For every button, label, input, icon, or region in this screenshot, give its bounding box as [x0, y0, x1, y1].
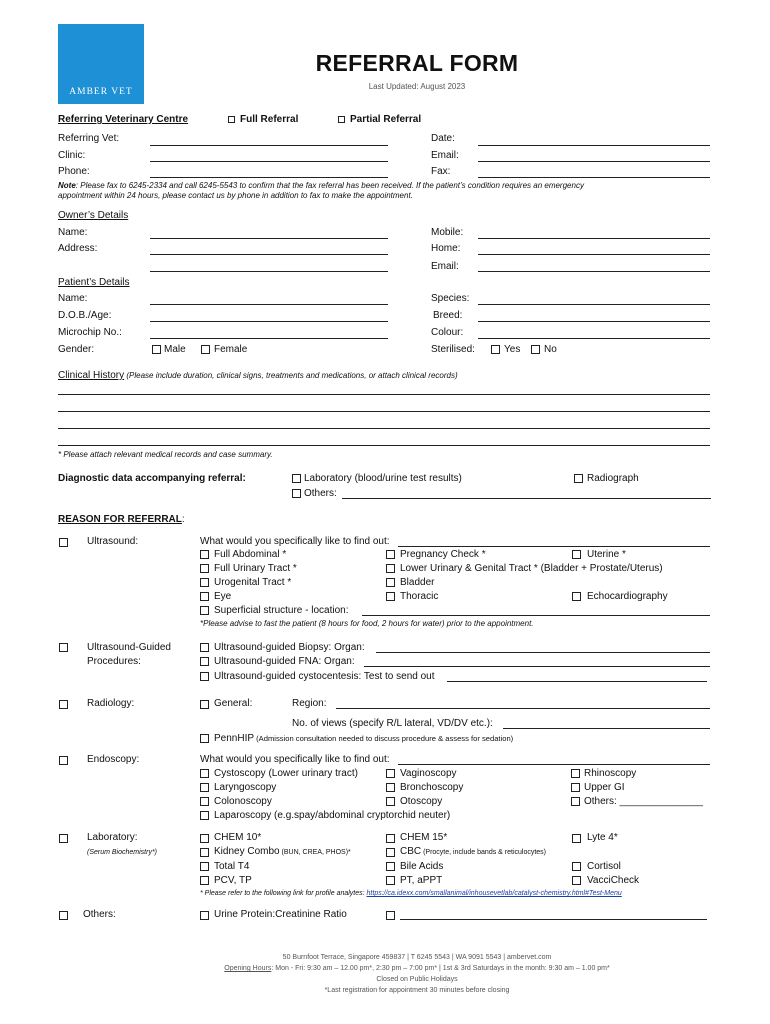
form-title: REFERRAL FORM [315, 50, 519, 76]
superficial-checkbox[interactable] [200, 606, 209, 615]
guided-label-2: Procedures: [87, 656, 141, 667]
guided-cysto-checkbox[interactable] [200, 672, 209, 681]
uterine-label: Uterine * [587, 549, 626, 560]
colour-label: Colour: [431, 327, 464, 338]
laparoscopy-label: Laparoscopy (e.g.spay/abdominal cryptorchid neuter) [214, 810, 451, 821]
sterilised-label: Sterilised: [431, 344, 475, 355]
diagnostic-others-checkbox[interactable] [292, 489, 301, 498]
cystoscopy-checkbox[interactable] [200, 769, 209, 778]
ultrasound-label: Ultrasound: [87, 536, 139, 547]
kidney-combo-checkbox[interactable] [200, 848, 209, 857]
phone-label: Phone: [58, 166, 90, 177]
endoscopy-question: What would you specifically like to find out: [200, 754, 390, 765]
clinical-history-line-3[interactable] [58, 428, 710, 429]
pennhip-checkbox[interactable] [200, 734, 209, 743]
upper-gi-label: Upper GI [584, 782, 625, 793]
chem15-checkbox[interactable] [386, 834, 395, 843]
radiology-label: Radiology: [87, 698, 135, 709]
diagnostic-others-field[interactable] [342, 498, 711, 499]
sterilised-yes-label: Yes [504, 344, 521, 355]
footer-last-registration: *Last registration for appointment 30 minutes before closing [324, 987, 510, 994]
clinical-history-line-4[interactable] [58, 445, 710, 446]
ultrasound-checkbox[interactable] [59, 538, 68, 547]
laboratory-label: Laboratory: [87, 832, 138, 843]
male-label: Male [164, 344, 186, 355]
laboratory-sublabel: (Serum Biochemistry*) [87, 849, 158, 856]
bronchoscopy-checkbox[interactable] [386, 783, 395, 792]
kidney-combo-label: Kidney Combo (BUN, CREA, PHOS)* [214, 846, 351, 857]
patient-name-field[interactable] [150, 304, 388, 305]
logo-text: AMBER VET [69, 87, 133, 97]
radiology-region-field[interactable] [336, 708, 710, 709]
endoscopy-others-checkbox[interactable] [571, 797, 580, 806]
partial-referral-checkbox[interactable] [338, 116, 345, 123]
pregnancy-check-label: Pregnancy Check * [400, 549, 486, 560]
breed-field[interactable] [478, 321, 710, 322]
uterine-checkbox[interactable] [572, 550, 581, 559]
email-label: Email: [431, 150, 459, 161]
fax-label: Fax: [431, 166, 451, 177]
total-t4-checkbox[interactable] [200, 862, 209, 871]
ultrasound-question: What would you specifically like to find out: [200, 536, 390, 547]
referring-vet-field[interactable] [150, 145, 388, 146]
vaginoscopy-label: Vaginoscopy [400, 768, 457, 779]
patient-heading: Patient’s Details [58, 277, 130, 288]
laryngoscopy-label: Laryngoscopy [214, 782, 277, 793]
guided-fna-label: Ultrasound-guided FNA: Organ: [214, 656, 355, 667]
female-label: Female [214, 344, 248, 355]
superficial-label: Superficial structure - location: [214, 605, 349, 616]
otoscopy-label: Otoscopy [400, 796, 443, 807]
species-field[interactable] [478, 304, 710, 305]
bile-acids-checkbox[interactable] [386, 862, 395, 871]
footer-address: 50 Burnfoot Terrace, Singapore 459837 | T 6245 5543 | WA 9091 5543 | ambervet.com [282, 954, 552, 961]
cortisol-checkbox[interactable] [572, 862, 581, 871]
diagnostic-label: Diagnostic data accompanying referral: [58, 473, 246, 484]
lower-urinary-label: Lower Urinary & Genital Tract * (Bladder + Prostate/Uterus) [400, 563, 663, 574]
rhinoscopy-label: Rhinoscopy [584, 768, 637, 779]
patient-name-label: Name: [58, 293, 88, 304]
sterilised-yes-checkbox[interactable] [491, 345, 500, 354]
full-referral-checkbox[interactable] [228, 116, 235, 123]
thoracic-label: Thoracic [400, 591, 439, 602]
owner-email-field[interactable] [478, 271, 710, 272]
cystoscopy-label: Cystoscopy (Lower urinary tract) [214, 768, 358, 779]
last-updated: Last Updated: August 2023 [368, 82, 466, 91]
guided-checkbox[interactable] [59, 643, 68, 652]
full-urinary-checkbox[interactable] [200, 564, 209, 573]
owner-mobile-field[interactable] [478, 238, 710, 239]
diagnostic-radiograph-checkbox[interactable] [574, 474, 583, 483]
lyte4-checkbox[interactable] [572, 834, 581, 843]
centre-heading: Referring Veterinary Centre [58, 114, 189, 125]
full-abdominal-label: Full Abdominal * [214, 549, 287, 560]
upper-gi-checkbox[interactable] [571, 783, 580, 792]
guided-fna-checkbox[interactable] [200, 657, 209, 666]
full-abdominal-checkbox[interactable] [200, 550, 209, 559]
patient-dob-field[interactable] [150, 321, 388, 322]
radiology-region-label: Region: [292, 698, 327, 709]
footer-closed: Closed on Public Holidays [376, 976, 458, 983]
bile-acids-label: Bile Acids [400, 861, 444, 872]
female-checkbox[interactable] [201, 345, 210, 354]
radiology-general-checkbox[interactable] [200, 700, 209, 709]
bladder-checkbox[interactable] [386, 578, 395, 587]
laboratory-checkbox[interactable] [59, 834, 68, 843]
partial-referral-label: Partial Referral [350, 114, 422, 125]
cbc-checkbox[interactable] [386, 848, 395, 857]
full-urinary-label: Full Urinary Tract * [214, 563, 297, 574]
chem10-checkbox[interactable] [200, 834, 209, 843]
guided-biopsy-checkbox[interactable] [200, 643, 209, 652]
colonoscopy-label: Colonoscopy [214, 796, 272, 807]
diagnostic-laboratory-checkbox[interactable] [292, 474, 301, 483]
urogenital-label: Urogenital Tract * [214, 577, 292, 588]
clinical-history-line-2[interactable] [58, 411, 710, 412]
profile-analytes-note: * Please refer to the following link for profile analytes: https://ca.idexx.com/smallanimal/inhousevetlab/catalyst-chemistry.html#Test-Menu [200, 890, 622, 897]
phone-field[interactable] [150, 177, 388, 178]
cortisol-label: Cortisol [587, 861, 621, 872]
ultrasound-question-field[interactable] [398, 546, 710, 547]
patient-dob-label: D.O.B./Age: [58, 310, 112, 321]
others-extra-checkbox[interactable] [386, 911, 395, 920]
clinical-history-line-1[interactable] [58, 394, 710, 395]
referring-vet-label: Referring Vet: [58, 133, 120, 144]
owner-address-label: Address: [58, 243, 98, 254]
male-checkbox[interactable] [152, 345, 161, 354]
vaccicheck-label: VacciCheck [587, 875, 640, 886]
others-label: Others: [83, 909, 116, 920]
eye-label: Eye [214, 591, 232, 602]
vaginoscopy-checkbox[interactable] [386, 769, 395, 778]
breed-label: Breed: [433, 310, 463, 321]
laparoscopy-checkbox[interactable] [200, 811, 209, 820]
urine-protein-checkbox[interactable] [200, 911, 209, 920]
guided-cysto-field[interactable] [447, 681, 707, 682]
lyte4-label: Lyte 4* [587, 832, 618, 843]
pcv-tp-checkbox[interactable] [200, 876, 209, 885]
guided-cysto-label: Ultrasound-guided cystocentesis: Test to send out [214, 671, 435, 682]
endoscopy-others-label: Others: _______________ [584, 796, 703, 807]
owner-heading: Owner’s Details [58, 210, 129, 221]
endoscopy-checkbox[interactable] [59, 756, 68, 765]
pregnancy-check-checkbox[interactable] [386, 550, 395, 559]
echocardiography-label: Echocardiography [587, 591, 668, 602]
others-extra-field[interactable] [400, 919, 707, 920]
clinical-history-heading: Clinical History (Please include duration, clinical signs, treatments and medications, or attach clinical records) [58, 370, 458, 381]
rhinoscopy-checkbox[interactable] [571, 769, 580, 778]
echocardiography-checkbox[interactable] [572, 592, 581, 601]
guided-biopsy-label: Ultrasound-guided Biopsy: Organ: [214, 642, 365, 653]
date-label: Date: [431, 133, 455, 144]
urine-protein-label: Urine Protein:Creatinine Ratio [214, 909, 347, 920]
thoracic-checkbox[interactable] [386, 592, 395, 601]
guided-label-1: Ultrasound-Guided [87, 642, 171, 653]
chem10-label: CHEM 10* [214, 832, 262, 843]
superficial-location-field[interactable] [362, 615, 710, 616]
radiology-views-field[interactable] [503, 728, 710, 729]
pt-appt-checkbox[interactable] [386, 876, 395, 885]
total-t4-label: Total T4 [214, 861, 250, 872]
sterilised-no-label: No [544, 344, 557, 355]
guided-fna-field[interactable] [364, 666, 710, 667]
endoscopy-question-field[interactable] [398, 764, 710, 765]
fax-field[interactable] [478, 177, 710, 178]
owner-address-field-2[interactable] [150, 271, 388, 272]
attach-records-note: * Please attach relevant medical records and case summary. [58, 450, 273, 459]
diagnostic-others-label: Others: [304, 488, 337, 499]
laryngoscopy-checkbox[interactable] [200, 783, 209, 792]
species-label: Species: [431, 293, 470, 304]
owner-home-field[interactable] [478, 254, 710, 255]
clinic-label: Clinic: [58, 150, 86, 161]
sterilised-no-checkbox[interactable] [531, 345, 540, 354]
owner-home-label: Home: [431, 243, 461, 254]
otoscopy-checkbox[interactable] [386, 797, 395, 806]
bronchoscopy-label: Bronchoscopy [400, 782, 464, 793]
patient-microchip-label: Microchip No.: [58, 327, 122, 338]
colour-field[interactable] [478, 338, 710, 339]
radiology-checkbox[interactable] [59, 700, 68, 709]
cbc-label: CBC (Procyte, include bands & reticulocytes) [400, 846, 547, 857]
owner-mobile-label: Mobile: [431, 227, 464, 238]
patient-microchip-field[interactable] [150, 338, 388, 339]
radiology-views-label: No. of views (specify R/L lateral, VD/DV etc.): [292, 718, 493, 729]
colonoscopy-checkbox[interactable] [200, 797, 209, 806]
date-field[interactable] [478, 145, 710, 146]
pt-appt-label: PT, aPPT [400, 875, 443, 886]
vaccicheck-checkbox[interactable] [572, 876, 581, 885]
owner-name-label: Name: [58, 227, 88, 238]
email-field[interactable] [478, 161, 710, 162]
fax-note-line1: Note: Please fax to 6245-2334 and call 6245-5543 to confirm that the fax referral has been received. If the patient’s condition requires an emergency [58, 181, 584, 190]
owner-name-field[interactable] [150, 238, 388, 239]
patient-gender-label: Gender: [58, 344, 95, 355]
guided-biopsy-field[interactable] [376, 652, 710, 653]
pennhip-label: PennHIP (Admission consultation needed to discuss procedure & assess for sedation) [214, 733, 514, 744]
owner-address-field-1[interactable] [150, 254, 388, 255]
fast-note: *Please advise to fast the patient (8 hours for food, 2 hours for water) prior to the appointment. [200, 619, 534, 628]
radiology-general-label: General: [214, 698, 253, 709]
chem15-label: CHEM 15* [400, 832, 448, 843]
idexx-link[interactable]: https://ca.idexx.com/smallanimal/inhousevetlab/catalyst-chemistry.html#Test-Menu [366, 890, 622, 897]
eye-checkbox[interactable] [200, 592, 209, 601]
fax-note-line2: appointment within 24 hours, please contact us by phone in addition to fax to make the appointment. [58, 191, 413, 200]
full-referral-label: Full Referral [240, 114, 299, 125]
clinic-field[interactable] [150, 161, 388, 162]
diagnostic-radiograph-label: Radiograph [587, 473, 639, 484]
bladder-label: Bladder [400, 577, 435, 588]
endoscopy-label: Endoscopy: [87, 754, 140, 765]
reason-heading: REASON FOR REFERRAL: [58, 514, 185, 525]
footer-hours: Opening Hours: Mon - Fri: 9:30 am – 12.00 pm*, 2:30 pm – 7:00 pm* | 1st & 3rd Saturdays in the month: 9:30 am – 1.00 pm* [224, 965, 610, 972]
diagnostic-laboratory-label: Laboratory (blood/urine test results) [304, 473, 462, 484]
lower-urinary-checkbox[interactable] [386, 564, 395, 573]
pcv-tp-label: PCV, TP [214, 875, 252, 886]
owner-email-label: Email: [431, 261, 459, 272]
urogenital-checkbox[interactable] [200, 578, 209, 587]
others-checkbox[interactable] [59, 911, 68, 920]
